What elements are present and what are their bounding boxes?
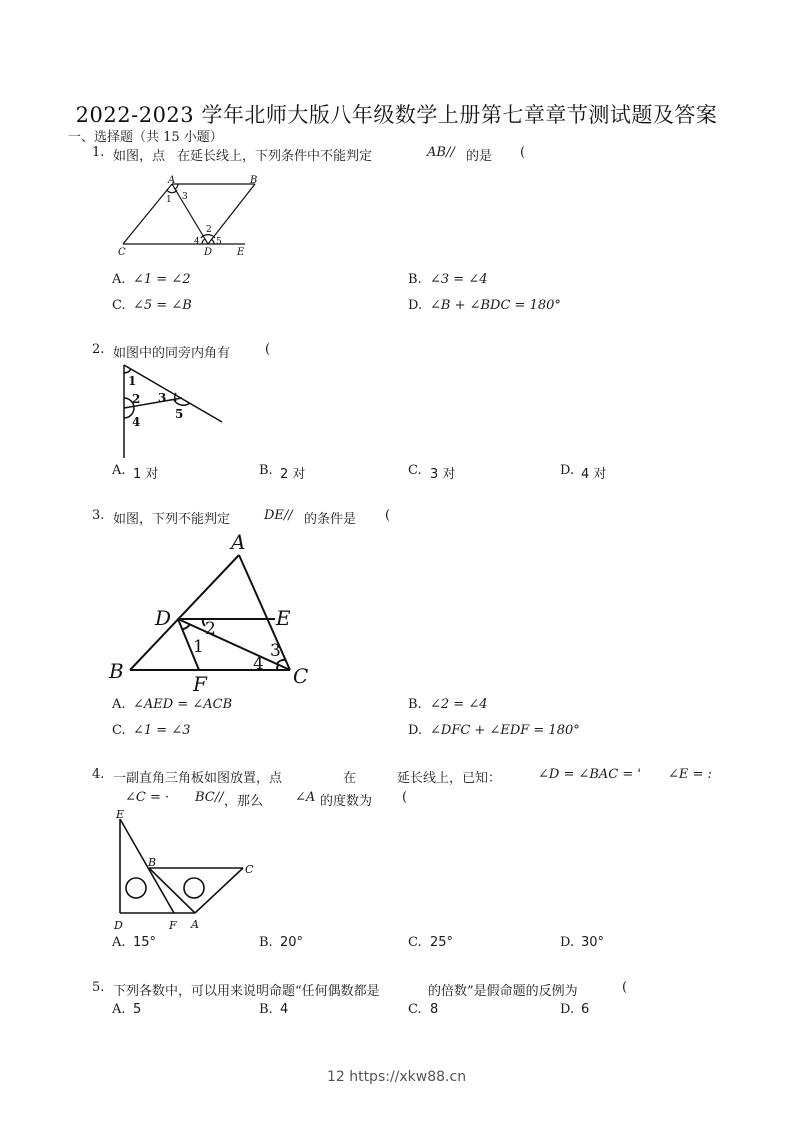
svg-text:E: E <box>237 247 245 258</box>
option-label: C. <box>408 1002 422 1017</box>
question-text: 在延长线上，下列条件中不能判定 <box>177 149 373 164</box>
option-d[interactable]: 4 对 <box>581 467 607 482</box>
math-expression: ∠E = : <box>668 767 712 782</box>
question-text: 如图，点 <box>113 149 166 164</box>
question-number: 3. <box>92 508 105 523</box>
option-a[interactable]: 15° <box>133 935 157 950</box>
svg-text:C: C <box>118 247 126 258</box>
svg-text:2: 2 <box>205 619 216 639</box>
option-a[interactable]: ∠AED = ∠ACB <box>133 697 233 712</box>
question-number: 2. <box>92 342 105 357</box>
option-label: D. <box>560 935 575 950</box>
answer-paren: ( <box>622 980 628 995</box>
option-label: A. <box>112 935 126 950</box>
question-text: 的倍数”是假命题的反例为 <box>428 984 578 999</box>
svg-text:3: 3 <box>270 641 281 661</box>
option-b[interactable]: 2 对 <box>280 467 306 482</box>
option-a[interactable]: ∠1 = ∠2 <box>133 272 191 287</box>
answer-paren: ( <box>520 145 526 160</box>
question-text: 如图，下列不能判定 <box>113 512 231 527</box>
option-label: A. <box>112 272 126 287</box>
option-label: A. <box>112 463 126 478</box>
svg-text:5: 5 <box>216 237 222 247</box>
question-number: 5. <box>92 980 105 995</box>
page-footer[interactable]: 12 https://xkw88.cn <box>326 1069 467 1085</box>
svg-text:1: 1 <box>166 195 172 205</box>
svg-text:D: D <box>155 606 172 630</box>
option-label: C. <box>112 298 126 313</box>
question-text: 的条件是 <box>304 512 357 527</box>
option-d[interactable]: 6 <box>581 1002 590 1017</box>
svg-text:1: 1 <box>193 637 204 657</box>
svg-text:2: 2 <box>206 225 212 235</box>
question-text: 下列各数中，可以用来说明命题“任何偶数都是 <box>113 984 380 999</box>
option-label: D. <box>408 298 423 313</box>
svg-text:B: B <box>148 856 157 869</box>
math-expression: AB// <box>427 145 455 160</box>
option-label: D. <box>408 723 423 738</box>
svg-text:3: 3 <box>158 391 167 405</box>
question-text: 的度数为 <box>320 794 373 809</box>
option-d[interactable]: ∠DFC + ∠EDF = 180° <box>430 723 580 738</box>
question-text: 延长线上，已知： <box>397 771 502 786</box>
option-label: B. <box>259 935 273 950</box>
question-number: 1. <box>92 145 105 160</box>
math-expression: ∠A <box>295 790 316 805</box>
svg-text:4: 4 <box>253 654 264 674</box>
option-c[interactable]: 25° <box>430 935 454 950</box>
answer-paren: ( <box>402 790 408 805</box>
option-label: D. <box>560 1002 575 1017</box>
math-expression: ∠C = · <box>125 790 170 805</box>
svg-text:4: 4 <box>132 415 141 429</box>
option-label: C. <box>408 463 422 478</box>
math-expression: ∠D = ∠BAC = ' <box>538 767 641 782</box>
figure-q4 <box>108 808 268 934</box>
svg-text:E: E <box>276 606 291 630</box>
question-text: 如图中的同旁内角有 <box>113 346 231 361</box>
svg-text:5: 5 <box>175 407 184 421</box>
option-b[interactable]: ∠2 = ∠4 <box>430 697 488 712</box>
math-expression: BC// <box>195 790 224 805</box>
svg-text:F: F <box>169 919 177 932</box>
math-expression: DE// <box>264 508 293 523</box>
option-d[interactable]: 30° <box>581 935 605 950</box>
svg-text:2: 2 <box>132 392 141 406</box>
figure-q1 <box>110 172 270 262</box>
option-label: B. <box>408 697 422 712</box>
svg-text:B: B <box>250 175 258 186</box>
option-b[interactable]: 4 <box>280 1002 289 1017</box>
figure-q3 <box>105 528 325 693</box>
option-label: B. <box>259 1002 273 1017</box>
option-label: A. <box>112 1002 126 1017</box>
answer-paren: ( <box>385 508 391 523</box>
option-b[interactable]: ∠3 = ∠4 <box>430 272 488 287</box>
svg-text:1: 1 <box>128 374 137 388</box>
svg-text:4: 4 <box>194 237 200 247</box>
option-label: B. <box>259 463 273 478</box>
figure-q2 <box>110 360 230 462</box>
question-number: 4. <box>92 767 105 782</box>
option-label: C. <box>112 723 126 738</box>
svg-text:3: 3 <box>182 192 188 202</box>
svg-text:A: A <box>231 530 246 554</box>
svg-text:D: D <box>204 247 213 258</box>
answer-paren: ( <box>265 342 271 357</box>
option-c[interactable]: 3 对 <box>430 467 456 482</box>
option-a[interactable]: 1 对 <box>133 467 159 482</box>
question-text: 的是 <box>466 149 493 164</box>
option-c[interactable]: ∠1 = ∠3 <box>133 723 191 738</box>
option-c[interactable]: ∠5 = ∠B <box>133 298 192 313</box>
option-label: B. <box>408 272 422 287</box>
option-d[interactable]: ∠B + ∠BDC = 180° <box>430 298 561 313</box>
question-text: 在 <box>343 771 357 786</box>
svg-text:B: B <box>109 659 124 683</box>
option-c[interactable]: 8 <box>430 1002 439 1017</box>
question-text: 一副直角三角板如图放置，点 <box>113 771 283 786</box>
svg-text:D: D <box>114 919 123 932</box>
option-a[interactable]: 5 <box>133 1002 142 1017</box>
svg-text:A: A <box>191 918 199 931</box>
question-text: ，那么 <box>224 794 264 809</box>
svg-text:F: F <box>193 672 207 693</box>
svg-text:C: C <box>293 664 309 688</box>
svg-text:C: C <box>245 863 254 876</box>
option-label: C. <box>408 935 422 950</box>
page-title: 2022-2023 学年北师大版八年级数学上册第七章章节测试题及答案 <box>75 103 718 127</box>
svg-text:E: E <box>116 808 125 821</box>
option-b[interactable]: 20° <box>280 935 304 950</box>
section-heading: 一、选择题（共 15 小题） <box>68 130 223 145</box>
option-label: A. <box>112 697 126 712</box>
option-label: D. <box>560 463 575 478</box>
svg-text:A: A <box>168 175 176 186</box>
